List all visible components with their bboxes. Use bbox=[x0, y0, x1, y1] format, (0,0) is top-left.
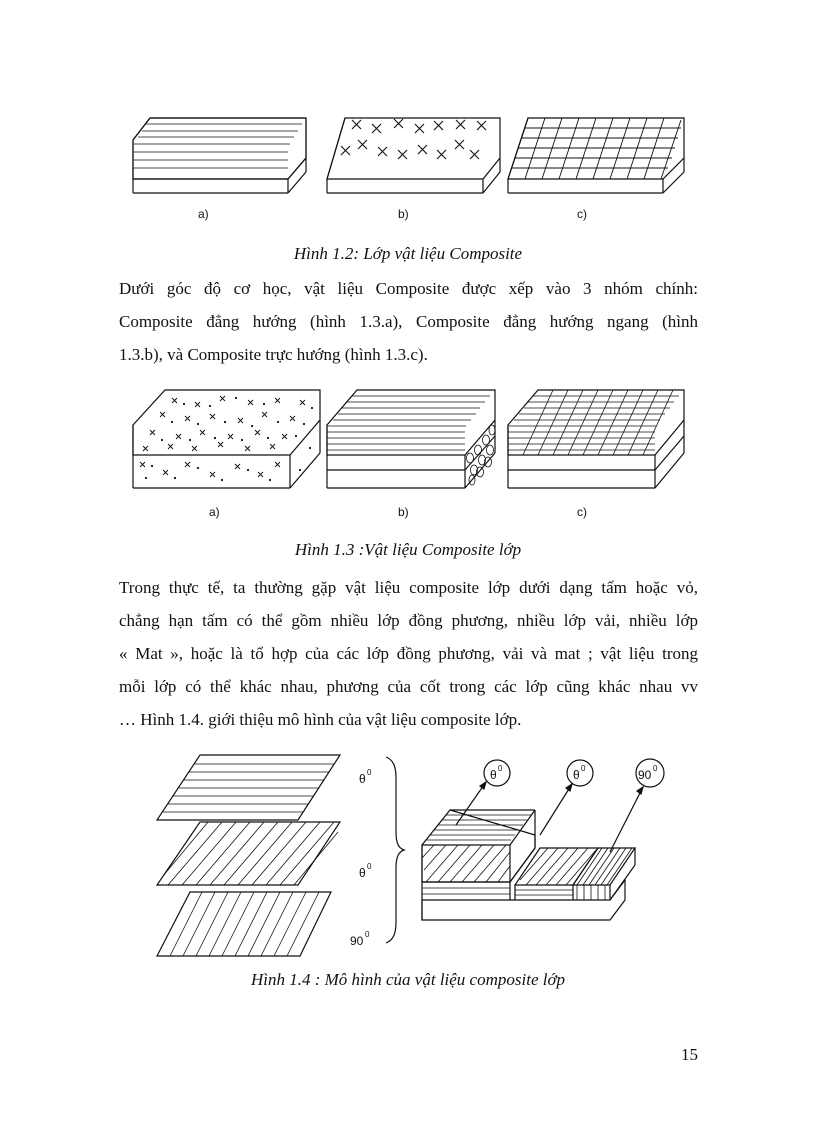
fig-1-2a-label: a) bbox=[198, 207, 209, 221]
fig-1-2b-label: b) bbox=[398, 207, 409, 221]
fig-1-3a-label: a) bbox=[209, 505, 220, 519]
figure-1-4-caption: Hình 1.4 : Mô hình của vật liệu composite lớp bbox=[250, 970, 566, 989]
fig-1-4-bubble-label-3: 90 bbox=[638, 768, 652, 782]
page-number: 15 bbox=[681, 1045, 698, 1064]
paragraph-1-line-3: 1.3.b), và Composite trực hướng (hình 1.3.c). bbox=[119, 345, 428, 364]
paragraph-2-line-4: mỗi lớp có thể khác nhau, phương của cốt trong các lớp cũng khác nhau vv bbox=[119, 677, 698, 696]
fig-1-4-bubble-label-3-sup: 0 bbox=[653, 764, 658, 773]
figure-1-2-caption: Hình 1.2: Lớp vật liệu Composite bbox=[293, 244, 523, 263]
paragraph-2-line-5: … Hình 1.4. giới thiệu mô hình của vật liệu composite lớp. bbox=[119, 710, 522, 729]
fig-1-4-bubble-label-2-sup: 0 bbox=[581, 764, 586, 773]
fig-1-4-bubble-label-1: θ bbox=[490, 768, 497, 782]
fig-1-4-left-label-3: 90 bbox=[350, 934, 364, 948]
fig-1-4-callouts bbox=[456, 759, 664, 852]
fig-1-4-left-label-3-sup: 0 bbox=[365, 930, 370, 939]
fig-1-4-left-label-2: θ bbox=[359, 866, 366, 880]
fig-1-4-bubble-label-1-sup: 0 bbox=[498, 764, 503, 773]
paragraph-1-line-1: Dưới góc độ cơ học, vật liệu Composite được xếp vào 3 nhóm chính: bbox=[119, 279, 698, 298]
fig-1-4-laminate bbox=[422, 810, 635, 920]
fig-1-4-layer-0deg bbox=[157, 755, 340, 820]
fig-1-4-bubble-label-2: θ bbox=[573, 768, 580, 782]
fig-1-4-brace bbox=[386, 757, 404, 943]
paragraph-2-line-1: Trong thực tế, ta thường gặp vật liệu composite lớp dưới dạng tấm hoặc vỏ, bbox=[119, 578, 698, 597]
fig-1-4-layer-theta bbox=[157, 822, 340, 885]
fig-1-4-left-label-2-sup: 0 bbox=[367, 862, 372, 871]
paragraph-2-line-2: chẳng hạn tấm có thể gồm nhiều lớp đồng phương, nhiều lớp vải, nhiều lớp bbox=[119, 611, 698, 630]
fig-1-3b-label: b) bbox=[398, 505, 409, 519]
fig-1-4-left-label-1-sup: 0 bbox=[367, 768, 372, 777]
figure-1-3-caption: Hình 1.3 :Vật liệu Composite lớp bbox=[294, 540, 522, 559]
paragraph-2-line-3: « Mat », hoặc là tổ hợp của các lớp đồng phương, vải và mat ; vật liệu trong bbox=[119, 644, 698, 663]
fig-1-2c-label: c) bbox=[577, 207, 587, 221]
paragraph-1-line-2: Composite đẳng hướng (hình 1.3.a), Composite đẳng hướng ngang (hình bbox=[119, 312, 698, 331]
fig-1-3c-label: c) bbox=[577, 505, 587, 519]
fig-1-4-layer-90deg bbox=[157, 892, 331, 956]
fig-1-4-left-label-1: θ bbox=[359, 772, 366, 786]
